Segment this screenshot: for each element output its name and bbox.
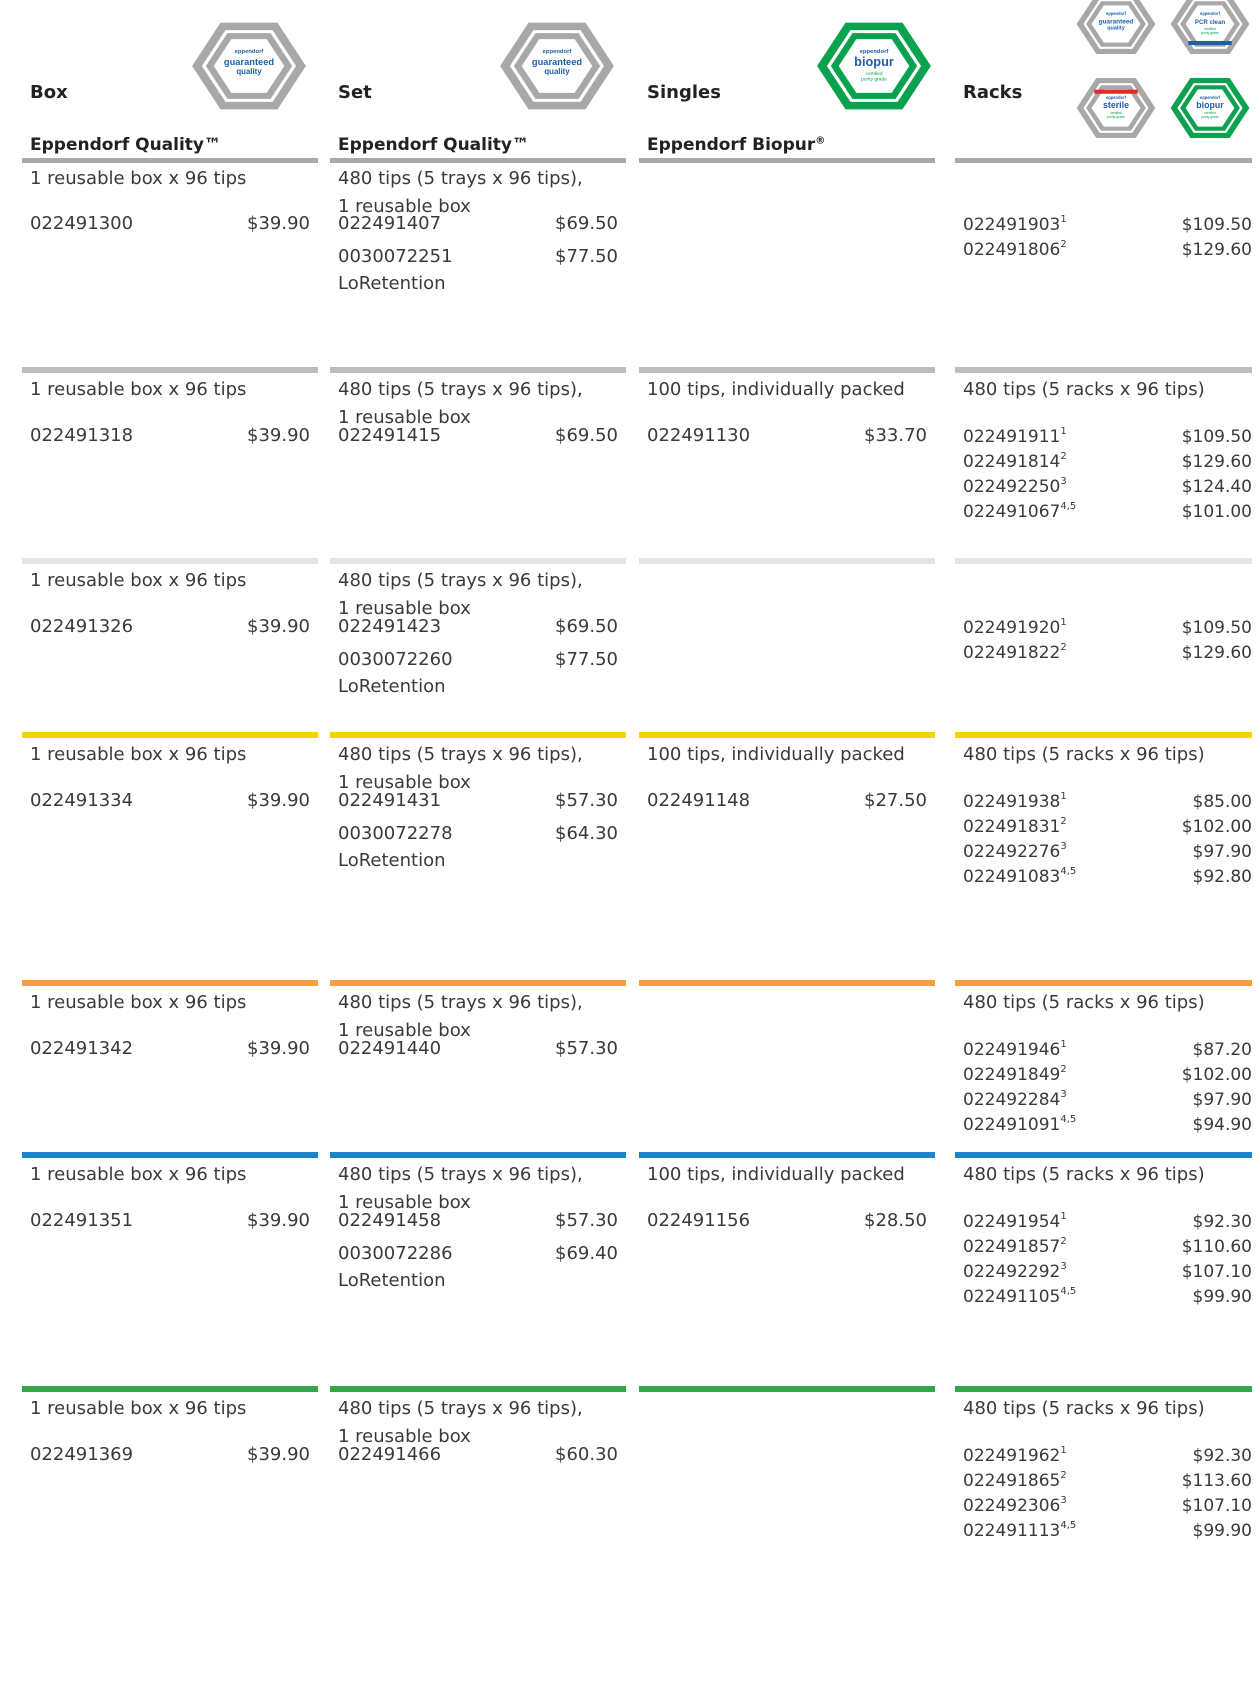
price: $99.90: [1192, 1521, 1252, 1541]
footnote-marker: 2: [1060, 239, 1067, 250]
price: $110.60: [1181, 1237, 1252, 1257]
section-color-bar: [955, 1152, 1252, 1158]
catalog-row: [338, 213, 618, 239]
section-description: [963, 989, 1205, 1017]
footnote-marker: 3: [1060, 1495, 1067, 1506]
section-color-bar: [639, 1386, 935, 1392]
section-color-bar: [22, 1386, 318, 1392]
catalog-number: 022491407: [338, 213, 442, 234]
column-set-header: [330, 0, 626, 165]
variant-note: LoRetention: [338, 1270, 446, 1291]
section-color-bar: [22, 732, 318, 738]
seal-name-text: biopur: [854, 54, 894, 69]
price: $69.50: [555, 213, 618, 234]
catalog-number: 022491415: [338, 425, 442, 446]
seal-brand-text: eppendorf: [1200, 95, 1220, 101]
footnote-marker: 1: [1060, 1211, 1067, 1222]
catalog-number: 022491326: [30, 616, 134, 637]
section-description: [338, 376, 583, 432]
description-line: 1 reusable box: [338, 598, 471, 619]
seal-brand-text: eppendorf: [234, 49, 264, 56]
catalog-row: [338, 823, 618, 871]
section-cell-box: [22, 1152, 318, 1386]
catalog-row: [30, 425, 310, 451]
catalog-number: 022491857$^2$: [963, 1236, 1067, 1257]
price: $57.30: [555, 1038, 618, 1059]
variant-note: LoRetention: [338, 273, 446, 294]
section-description: [30, 989, 246, 1017]
footnote-marker: 3: [1060, 476, 1067, 487]
seal-brand-text: eppendorf: [859, 49, 889, 56]
catalog-number: 022491954$^1$: [963, 1211, 1067, 1232]
catalog-number: 022491423: [338, 616, 442, 637]
catalog-number: 022491962$^1$: [963, 1445, 1067, 1466]
catalog-number: 022492276$^3$: [963, 841, 1067, 862]
catalog-row: [30, 1444, 310, 1470]
column-singles-header: [639, 0, 935, 165]
description-line: 1 reusable box: [338, 1192, 471, 1213]
price: $69.50: [555, 616, 618, 637]
description-line: 480 tips (5 trays x 96 tips),: [338, 379, 583, 400]
seal-line2-text: quality: [544, 66, 570, 76]
catalog-number: 022491318: [30, 425, 134, 446]
description-line: 480 tips (5 trays x 96 tips),: [338, 744, 583, 765]
footnote-marker: 3: [1060, 841, 1067, 852]
catalog-number: 022491156: [647, 1210, 751, 1231]
catalog-number: 022491946$^1$: [963, 1039, 1067, 1060]
footnote-marker: 1: [1060, 1445, 1067, 1456]
price: $39.90: [247, 1210, 310, 1231]
price: $64.30: [555, 823, 618, 844]
section-color-bar: [330, 367, 626, 373]
price: $101.00: [1181, 502, 1252, 522]
section-cell-racks: [955, 1152, 1252, 1386]
footnote-marker: 3: [1060, 1089, 1067, 1100]
footnote-marker: 2: [1060, 1470, 1067, 1481]
description-line: 480 tips (5 racks x 96 tips): [963, 1398, 1205, 1419]
catalog-number: 022491130: [647, 425, 751, 446]
section-color-bar: [22, 1152, 318, 1158]
seal-brand-text: eppendorf: [1200, 11, 1220, 17]
section-cell-box: [22, 558, 318, 732]
section-cell-singles: [639, 1386, 935, 1705]
price: $129.60: [1181, 240, 1252, 260]
section-cell-set: [330, 558, 626, 732]
catalog-row: [30, 213, 310, 239]
footnote-marker: 1: [1060, 617, 1067, 628]
section-color-bar: [955, 1386, 1252, 1392]
section-cell-set: [330, 1386, 626, 1705]
seal-line1-text: certified: [1204, 111, 1216, 116]
seal-brand-text: eppendorf: [1106, 95, 1126, 101]
catalog-row: [338, 1210, 618, 1236]
registered-mark: ®: [815, 135, 826, 147]
footnote-marker: 3: [1060, 1261, 1067, 1272]
price: $107.10: [1181, 1262, 1252, 1282]
seal-line2-text: purity grade: [861, 77, 887, 83]
seal-line2-text: purity grade: [1201, 115, 1219, 120]
catalog-number: 022491822$^2$: [963, 642, 1067, 663]
seal-line1-text: guaranteed: [531, 57, 583, 68]
section-cell-box: [22, 161, 318, 367]
description-line: 100 tips, individually packed: [647, 1164, 905, 1185]
description-line: 480 tips (5 racks x 96 tips): [963, 992, 1205, 1013]
catalog-number: 022491831$^2$: [963, 816, 1067, 837]
price: $107.10: [1181, 1496, 1252, 1516]
footnote-marker: 4,5: [1060, 1114, 1077, 1125]
catalog-row: [647, 425, 927, 451]
section-cell-set: [330, 367, 626, 558]
section-cell-box: [22, 1386, 318, 1705]
footnote-marker: 1: [1060, 1039, 1067, 1050]
price: $39.90: [247, 1444, 310, 1465]
catalog-number: 022491911$^1$: [963, 426, 1067, 447]
footnote-marker: 1: [1060, 426, 1067, 437]
catalog-row: [647, 1210, 927, 1236]
price: $92.80: [1192, 867, 1252, 887]
price: $39.90: [247, 1038, 310, 1059]
price: $97.90: [1192, 1090, 1252, 1110]
price: $77.50: [555, 246, 618, 267]
seal-brand-text: eppendorf: [542, 49, 572, 56]
section-cell-set: [330, 980, 626, 1152]
seal-line1-text: guaranteed: [1098, 18, 1134, 26]
seal-line2-text: purity grade: [1201, 31, 1219, 36]
section-color-bar: [330, 558, 626, 564]
catalog-row: [30, 1038, 310, 1064]
price: $97.90: [1192, 842, 1252, 862]
section-cell-singles: [639, 367, 935, 558]
description-line: 480 tips (5 racks x 96 tips): [963, 379, 1205, 400]
price: $102.00: [1181, 1065, 1252, 1085]
catalog-number: 022491083$^{4,5}$: [963, 866, 1077, 887]
description-line: 100 tips, individually packed: [647, 379, 905, 400]
biopur-seal: [815, 14, 933, 118]
catalog-number: 022491903$^1$: [963, 214, 1067, 235]
catalog-number: 022491814$^2$: [963, 451, 1067, 472]
description-line: 1 reusable box x 96 tips: [30, 570, 247, 591]
price: $33.70: [864, 425, 927, 446]
catalog-row: [338, 649, 618, 697]
column-title: Box: [30, 82, 68, 103]
guaranteed-quality-seal: [190, 14, 308, 118]
price: $109.50: [1181, 427, 1252, 447]
price: $77.50: [555, 649, 618, 670]
price: $129.60: [1181, 643, 1252, 663]
seal-line1-text: certified: [1110, 111, 1122, 116]
price: $60.30: [555, 1444, 618, 1465]
footnote-marker: 2: [1060, 1236, 1067, 1247]
price: $87.20: [1192, 1040, 1252, 1060]
price: $57.30: [555, 1210, 618, 1231]
description-line: 1 reusable box: [338, 196, 471, 217]
price: $39.90: [247, 790, 310, 811]
section-color-bar: [955, 558, 1252, 564]
price: $94.90: [1192, 1115, 1252, 1135]
catalog-number: 022491369: [30, 1444, 134, 1465]
section-description: [30, 1161, 246, 1189]
section-cell-set: [330, 161, 626, 367]
seal-name-text: biopur: [1196, 100, 1224, 110]
section-description: [647, 741, 905, 769]
price: $39.90: [247, 213, 310, 234]
description-line: 480 tips (5 trays x 96 tips),: [338, 168, 583, 189]
section-color-bar: [955, 732, 1252, 738]
seal-line1-text: certified: [865, 71, 883, 77]
description-line: 480 tips (5 trays x 96 tips),: [338, 1398, 583, 1419]
catalog-number: 022491342: [30, 1038, 134, 1059]
section-cell-racks: [955, 558, 1252, 732]
seal-line2-text: quality: [1107, 25, 1125, 32]
seal-brand-text: eppendorf: [1106, 11, 1126, 17]
catalog-number: 022491148: [647, 790, 751, 811]
section-description: [963, 1161, 1205, 1189]
footnote-marker: 2: [1060, 816, 1067, 827]
section-description: [647, 1161, 905, 1189]
section-description: [30, 376, 246, 404]
column-box-header: [22, 0, 318, 165]
section-color-bar: [22, 367, 318, 373]
section-cell-singles: [639, 980, 935, 1152]
guaranteed-quality-seal: [1075, 0, 1157, 60]
description-line: 1 reusable box x 96 tips: [30, 744, 247, 765]
catalog-row: [30, 1210, 310, 1236]
catalog-number: 022491091$^{4,5}$: [963, 1114, 1077, 1135]
catalog-number: 022491806$^2$: [963, 239, 1067, 260]
description-line: 480 tips (5 racks x 96 tips): [963, 1164, 1205, 1185]
column-title: Singles: [647, 82, 721, 103]
description-line: 1 reusable box: [338, 1426, 471, 1447]
catalog-number: 022491334: [30, 790, 134, 811]
section-color-bar: [639, 732, 935, 738]
description-line: 480 tips (5 trays x 96 tips),: [338, 1164, 583, 1185]
catalog-number: 022491113$^{4,5}$: [963, 1520, 1077, 1541]
catalog-row: [30, 616, 310, 642]
price: $28.50: [864, 1210, 927, 1231]
section-color-bar: [639, 367, 935, 373]
price: $102.00: [1181, 817, 1252, 837]
biopur-seal: [1169, 72, 1251, 144]
catalog-number: 022491865$^2$: [963, 1470, 1067, 1491]
seal-line2-text: purity grade: [1107, 115, 1125, 120]
footnote-marker: 4,5: [1060, 1286, 1077, 1297]
description-line: 480 tips (5 trays x 96 tips),: [338, 570, 583, 591]
section-description: [338, 1395, 583, 1451]
section-description: [963, 741, 1205, 769]
catalog-number: 022491938$^1$: [963, 791, 1067, 812]
section-cell-set: [330, 1152, 626, 1386]
guaranteed-quality-seal: [498, 14, 616, 118]
section-description: [30, 165, 246, 193]
catalog-number: 0030072286: [338, 1243, 453, 1264]
section-description: [338, 567, 583, 623]
section-color-bar: [330, 980, 626, 986]
price: $39.90: [247, 425, 310, 446]
section-color-bar: [955, 980, 1252, 986]
description-line: 480 tips (5 trays x 96 tips),: [338, 992, 583, 1013]
description-line: 1 reusable box x 96 tips: [30, 992, 247, 1013]
sterile-seal: [1075, 72, 1157, 144]
section-cell-racks: [955, 1386, 1252, 1705]
catalog-number: 022491466: [338, 1444, 442, 1465]
seal-name-text: PCR clean: [1194, 19, 1226, 26]
section-color-bar: [330, 1386, 626, 1392]
section-description: [30, 741, 246, 769]
catalog-number: 022492250$^3$: [963, 476, 1067, 497]
section-cell-singles: [639, 558, 935, 732]
footnote-marker: 1: [1060, 214, 1067, 225]
price: $39.90: [247, 616, 310, 637]
price: $69.50: [555, 425, 618, 446]
section-cell-box: [22, 367, 318, 558]
catalog-number: 022492284$^3$: [963, 1089, 1067, 1110]
seal-line1-text: guaranteed: [223, 57, 275, 68]
section-cell-box: [22, 980, 318, 1152]
section-description: [338, 989, 583, 1045]
description-line: 1 reusable box: [338, 407, 471, 428]
section-description: [338, 1161, 583, 1217]
catalog-number: 022491351: [30, 1210, 134, 1231]
catalog-number: 022491920$^1$: [963, 617, 1067, 638]
footnote-marker: 4,5: [1060, 1520, 1077, 1531]
description-line: 1 reusable box: [338, 1020, 471, 1041]
catalog-number: 022491458: [338, 1210, 442, 1231]
footnote-marker: 4,5: [1060, 866, 1077, 877]
section-description: [338, 741, 583, 797]
price: $129.60: [1181, 452, 1252, 472]
catalog-number: 022492306$^3$: [963, 1495, 1067, 1516]
price: $99.90: [1192, 1287, 1252, 1307]
section-description: [30, 567, 246, 595]
section-color-bar: [22, 558, 318, 564]
section-description: [647, 376, 905, 404]
footnote-marker: 1: [1060, 791, 1067, 802]
catalog-row: [338, 616, 618, 642]
catalog-row: [30, 790, 310, 816]
catalog-number: 022492292$^3$: [963, 1261, 1067, 1282]
section-color-bar: [22, 980, 318, 986]
seal-line2-text: quality: [236, 66, 262, 76]
description-line: 1 reusable box x 96 tips: [30, 379, 247, 400]
section-cell-singles: [639, 161, 935, 367]
price: $57.30: [555, 790, 618, 811]
price: $27.50: [864, 790, 927, 811]
footnote-marker: 4,5: [1060, 501, 1077, 512]
price: $69.40: [555, 1243, 618, 1264]
section-description: [963, 376, 1205, 404]
description-line: 1 reusable box x 96 tips: [30, 168, 247, 189]
section-color-bar: [955, 367, 1252, 373]
catalog-row: [338, 1444, 618, 1470]
price: $109.50: [1181, 618, 1252, 638]
price: $85.00: [1192, 792, 1252, 812]
catalog-number: 022491067$^{4,5}$: [963, 501, 1077, 522]
section-color-bar: [330, 732, 626, 738]
catalog-row: [338, 1038, 618, 1064]
catalog-number: 0030072251: [338, 246, 453, 267]
price: $92.30: [1192, 1212, 1252, 1232]
price: $113.60: [1181, 1471, 1252, 1491]
column-subtitle: Eppendorf Quality™: [30, 135, 222, 155]
price: $92.30: [1192, 1446, 1252, 1466]
pcr-clean-seal: [1169, 0, 1251, 60]
catalog-number: 022491105$^{4,5}$: [963, 1286, 1077, 1307]
catalog-number: 022491440: [338, 1038, 442, 1059]
catalog-number: 022491300: [30, 213, 134, 234]
column-racks-header: [955, 0, 1252, 165]
footnote-marker: 2: [1060, 451, 1067, 462]
catalog-row: [338, 425, 618, 451]
description-line: 1 reusable box x 96 tips: [30, 1164, 247, 1185]
catalog-number: 022491431: [338, 790, 442, 811]
section-color-bar: [639, 558, 935, 564]
catalog-row: [338, 246, 618, 294]
catalog-number: 0030072278: [338, 823, 453, 844]
footnote-marker: 2: [1060, 642, 1067, 653]
catalog-row: [338, 790, 618, 816]
section-cell-racks: [955, 980, 1252, 1152]
catalog-number: 0030072260: [338, 649, 453, 670]
variant-note: LoRetention: [338, 850, 446, 871]
seal-line1-text: certified: [1204, 27, 1216, 32]
description-line: 100 tips, individually packed: [647, 744, 905, 765]
price: $109.50: [1181, 215, 1252, 235]
column-subtitle: Eppendorf Quality™: [338, 135, 530, 155]
column-title: Set: [338, 82, 372, 103]
section-cell-set: [330, 732, 626, 980]
section-cell-singles: [639, 732, 935, 980]
section-color-bar: [639, 980, 935, 986]
column-title: Racks: [963, 82, 1023, 103]
seal-name-text: sterile: [1102, 100, 1130, 110]
section-cell-racks: [955, 161, 1252, 367]
footnote-marker: 2: [1060, 1064, 1067, 1075]
description-line: 480 tips (5 racks x 96 tips): [963, 744, 1205, 765]
description-line: 1 reusable box x 96 tips: [30, 1398, 247, 1419]
column-subtitle-text: Eppendorf Biopur: [647, 135, 816, 155]
section-cell-box: [22, 732, 318, 980]
section-description: [963, 1395, 1205, 1423]
variant-note: LoRetention: [338, 676, 446, 697]
section-cell-singles: [639, 1152, 935, 1386]
section-cell-racks: [955, 732, 1252, 980]
section-cell-racks: [955, 367, 1252, 558]
catalog-number: 022491849$^2$: [963, 1064, 1067, 1085]
section-description: [30, 1395, 246, 1423]
section-color-bar: [330, 1152, 626, 1158]
catalog-row: [647, 790, 927, 816]
description-line: 1 reusable box: [338, 772, 471, 793]
column-subtitle: [647, 135, 825, 155]
price: $124.40: [1181, 477, 1252, 497]
catalog-row: [338, 1243, 618, 1291]
section-color-bar: [639, 1152, 935, 1158]
